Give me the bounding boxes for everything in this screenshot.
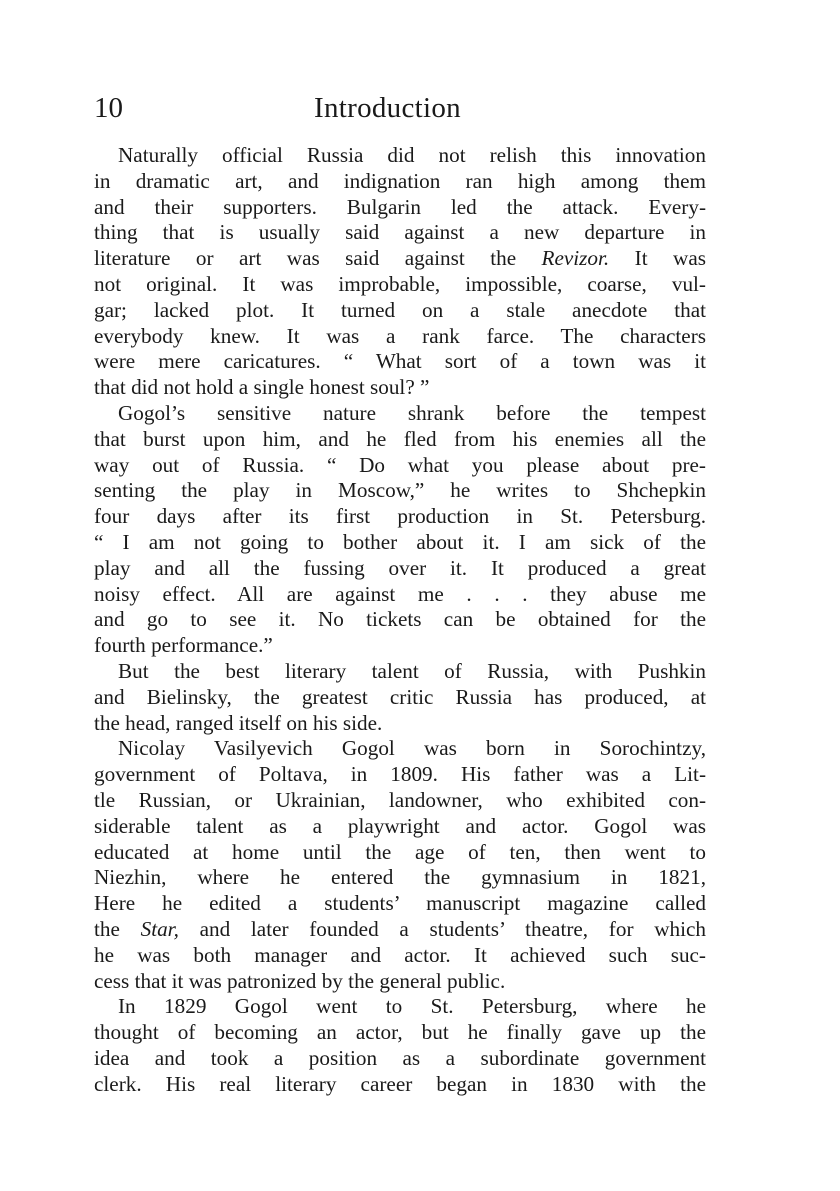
text-line: not original. It was improbable, impossible, coarse, vul-	[94, 271, 706, 296]
body-text	[94, 143, 706, 1097]
text-line: fourth performance.”	[94, 633, 273, 658]
text-line: everybody knew. It was a rank farce. The characters	[94, 323, 706, 348]
text-line: he was both manager and actor. It achieved such suc-	[94, 942, 706, 967]
text-line: cess that it was patronized by the general public.	[94, 968, 506, 993]
text-line: were mere caricatures. “ What sort of a town was it	[94, 349, 706, 374]
italic-title: Revizor.	[541, 246, 610, 271]
text-line: way out of Russia. “ Do what you please about pre-	[94, 452, 706, 477]
text-line: government of Poltava, in 1809. His father was a Lit-	[94, 762, 706, 787]
text-line: and their supporters. Bulgarin led the attack. Every-	[94, 194, 706, 219]
text-segment: and later founded a students’ theatre, for which	[178, 916, 706, 941]
text-line: in dramatic art, and indignation ran high among them	[94, 168, 706, 193]
text-line: educated at home until the age of ten, then went to	[94, 839, 706, 864]
text-line: idea and took a position as a subordinate government	[94, 1045, 706, 1070]
text-line: gar; lacked plot. It turned on a stale anecdote that	[94, 297, 706, 322]
text-line: tle Russian, or Ukrainian, landowner, who exhibited con-	[94, 787, 706, 812]
text-line: siderable talent as a playwright and actor. Gogol was	[94, 813, 706, 838]
text-segment: It was	[609, 246, 706, 271]
paragraph	[94, 659, 706, 736]
text-line: Niezhin, where he entered the gymnasium in 1821,	[94, 865, 706, 890]
paragraph	[94, 401, 706, 659]
text-line	[94, 917, 706, 943]
italic-title: Star,	[140, 916, 179, 941]
running-head	[94, 88, 706, 128]
text-line: “ I am not going to bother about it. I am sick of the	[94, 529, 706, 554]
text-line: Here he edited a students’ manuscript magazine called	[94, 891, 706, 916]
text-line: senting the play in Moscow,” he writes to Shchepkin	[94, 478, 706, 503]
text-line: Gogol’s sensitive nature shrank before the tempest	[118, 400, 706, 425]
text-segment: literature or art was said against the	[94, 246, 542, 271]
text-line: four days after its first production in St. Petersburg.	[94, 504, 706, 529]
text-line: that burst upon him, and he fled from his enemies all the	[94, 426, 706, 451]
text-line: Nicolay Vasilyevich Gogol was born in Sorochintzy,	[118, 736, 706, 761]
text-line: But the best literary talent of Russia, with Pushkin	[118, 658, 706, 683]
page-title: Introduction	[314, 92, 461, 124]
text-line	[94, 246, 706, 272]
paragraph	[94, 143, 706, 401]
text-line: and go to see it. No tickets can be obtained for the	[94, 607, 706, 632]
page-number: 10	[94, 92, 123, 124]
text-line: thing that is usually said against a new departure in	[94, 220, 706, 245]
text-line: In 1829 Gogol went to St. Petersburg, where he	[118, 994, 706, 1019]
text-line: Naturally official Russia did not relish this innovation	[118, 143, 706, 167]
text-line: play and all the fussing over it. It produced a great	[94, 555, 706, 580]
text-line: thought of becoming an actor, but he finally gave up the	[94, 1020, 706, 1045]
text-line: and Bielinsky, the greatest critic Russia has produced, at	[94, 684, 706, 709]
paragraph	[94, 736, 706, 994]
paragraph	[94, 994, 706, 1097]
book-page	[94, 88, 706, 1097]
text-line: that did not hold a single honest soul? ”	[94, 375, 430, 400]
text-line: noisy effect. All are against me . . . they abuse me	[94, 581, 706, 606]
text-line: the head, ranged itself on his side.	[94, 710, 383, 735]
text-line: clerk. His real literary career began in 1830 with the	[94, 1071, 706, 1096]
text-segment: the	[94, 916, 141, 941]
